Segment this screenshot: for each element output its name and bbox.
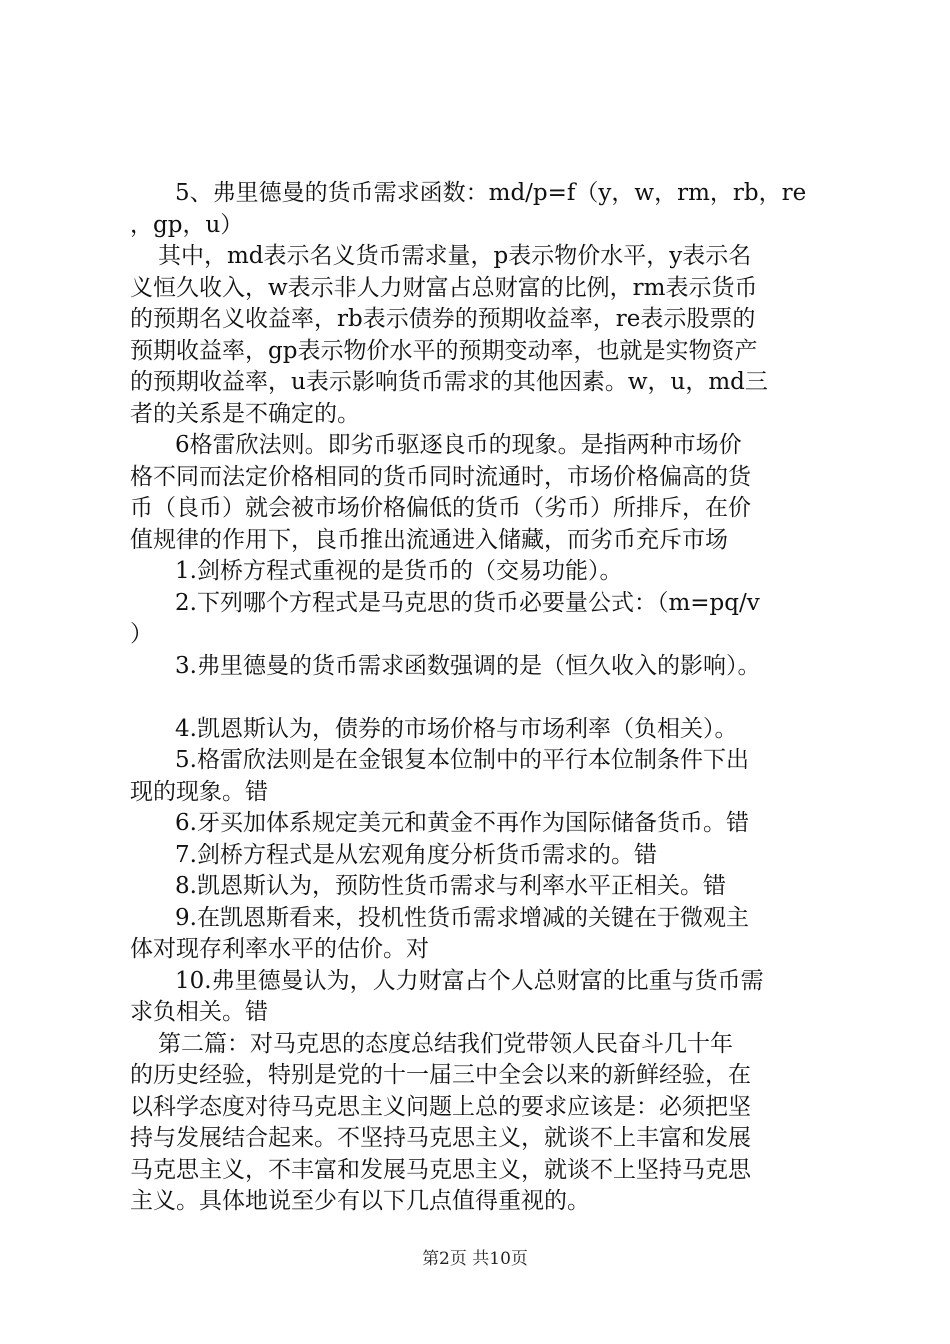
blank-line — [130, 682, 835, 714]
paragraph — [130, 745, 835, 808]
text-line: 的预期名义收益率，rb表示债券的预期收益率，re表示股票的 — [130, 306, 756, 332]
text-line: ，gp，u） — [130, 211, 244, 238]
text-line: 6.牙买加体系规定美元和黄金不再作为国际储备货币。错 — [175, 810, 749, 836]
text-line: 值规律的作用下，良币推出流通进入储藏，而劣币充斥市场 — [130, 526, 728, 553]
text-line: 格不同而法定价格相同的货币同时流通时，市场价格偏高的货 — [130, 463, 751, 490]
text-line: 5、弗里德曼的货币需求函数：md/p=f（y，w，rm，rb，re — [175, 180, 807, 206]
text-line: 预期收益率，gp表示物价水平的预期变动率，也就是实物资产 — [130, 337, 758, 364]
paragraph — [130, 588, 835, 651]
text-line: 10.弗里德曼认为，人力财富占个人总财富的比重与货币需 — [175, 967, 764, 994]
text-line: 3.弗里德曼的货币需求函数强调的是（恒久收入的影响）。 — [175, 652, 761, 679]
text-line: 持与发展结合起来。不坚持马克思主义，就谈不上丰富和发展 — [130, 1125, 751, 1151]
paragraph — [130, 651, 835, 683]
text-line: 现的现象。错 — [130, 778, 268, 805]
document-body — [130, 178, 835, 1218]
text-line: 2.下列哪个方程式是马克思的货币必要量公式：（m=pq/v — [175, 589, 760, 616]
paragraph — [130, 1029, 835, 1218]
text-line: 义恒久收入，w表示非人力财富占总财富的比例，rm表示货币 — [130, 274, 758, 301]
text-line: 的预期收益率，u表示影响货币需求的其他因素。w，u，md三 — [130, 369, 768, 395]
text-line: 以科学态度对待马克思主义问题上总的要求应该是：必须把坚 — [130, 1093, 751, 1120]
text-line: 者的关系是不确定的。 — [130, 400, 360, 427]
paragraph — [130, 840, 835, 872]
text-line: 的历史经验，特别是党的十一届三中全会以来的新鲜经验，在 — [130, 1062, 751, 1088]
text-line: 体对现存利率水平的估价。对 — [130, 936, 429, 962]
text-line: 币（良币）就会被市场价格偏低的货币（劣币）所排斥，在价 — [130, 495, 751, 521]
text-line: 6格雷欣法则。即劣币驱逐良币的现象。是指两种市场价 — [175, 432, 742, 458]
page-footer: 第2页 共10页 — [422, 1249, 528, 1269]
text-line: 求负相关。错 — [130, 999, 268, 1025]
text-line: 主义。具体地说至少有以下几点值得重视的。 — [130, 1188, 590, 1214]
text-line: 9.在凯恩斯看来，投机性货币需求增减的关键在于微观主 — [175, 904, 749, 931]
paragraph — [130, 871, 835, 903]
text-line: 5.格雷欣法则是在金银复本位制中的平行本位制条件下出 — [175, 747, 749, 773]
text-line: 1.剑桥方程式重视的是货币的（交易功能）。 — [175, 558, 623, 584]
paragraph — [130, 966, 835, 1029]
text-line: 其中，md表示名义货币需求量，p表示物价水平，y表示名 — [158, 243, 752, 269]
text-line: 4.凯恩斯认为，债券的市场价格与市场利率（负相关）。 — [175, 715, 738, 742]
paragraph — [130, 178, 835, 241]
paragraph — [130, 714, 835, 746]
paragraph — [130, 808, 835, 840]
text-line: 第二篇：对马克思的态度总结我们党带领人民奋斗几十年 — [158, 1030, 733, 1057]
paragraph — [130, 241, 835, 430]
text-line: 8.凯恩斯认为，预防性货币需求与利率水平正相关。错 — [175, 873, 726, 899]
paragraph — [130, 430, 835, 556]
paragraph — [130, 903, 835, 966]
text-line: 7.剑桥方程式是从宏观角度分析货币需求的。错 — [175, 841, 657, 868]
text-line: ） — [130, 621, 153, 647]
paragraph — [130, 556, 835, 588]
text-line: 马克思主义，不丰富和发展马克思主义，就谈不上坚持马克思 — [130, 1156, 751, 1183]
